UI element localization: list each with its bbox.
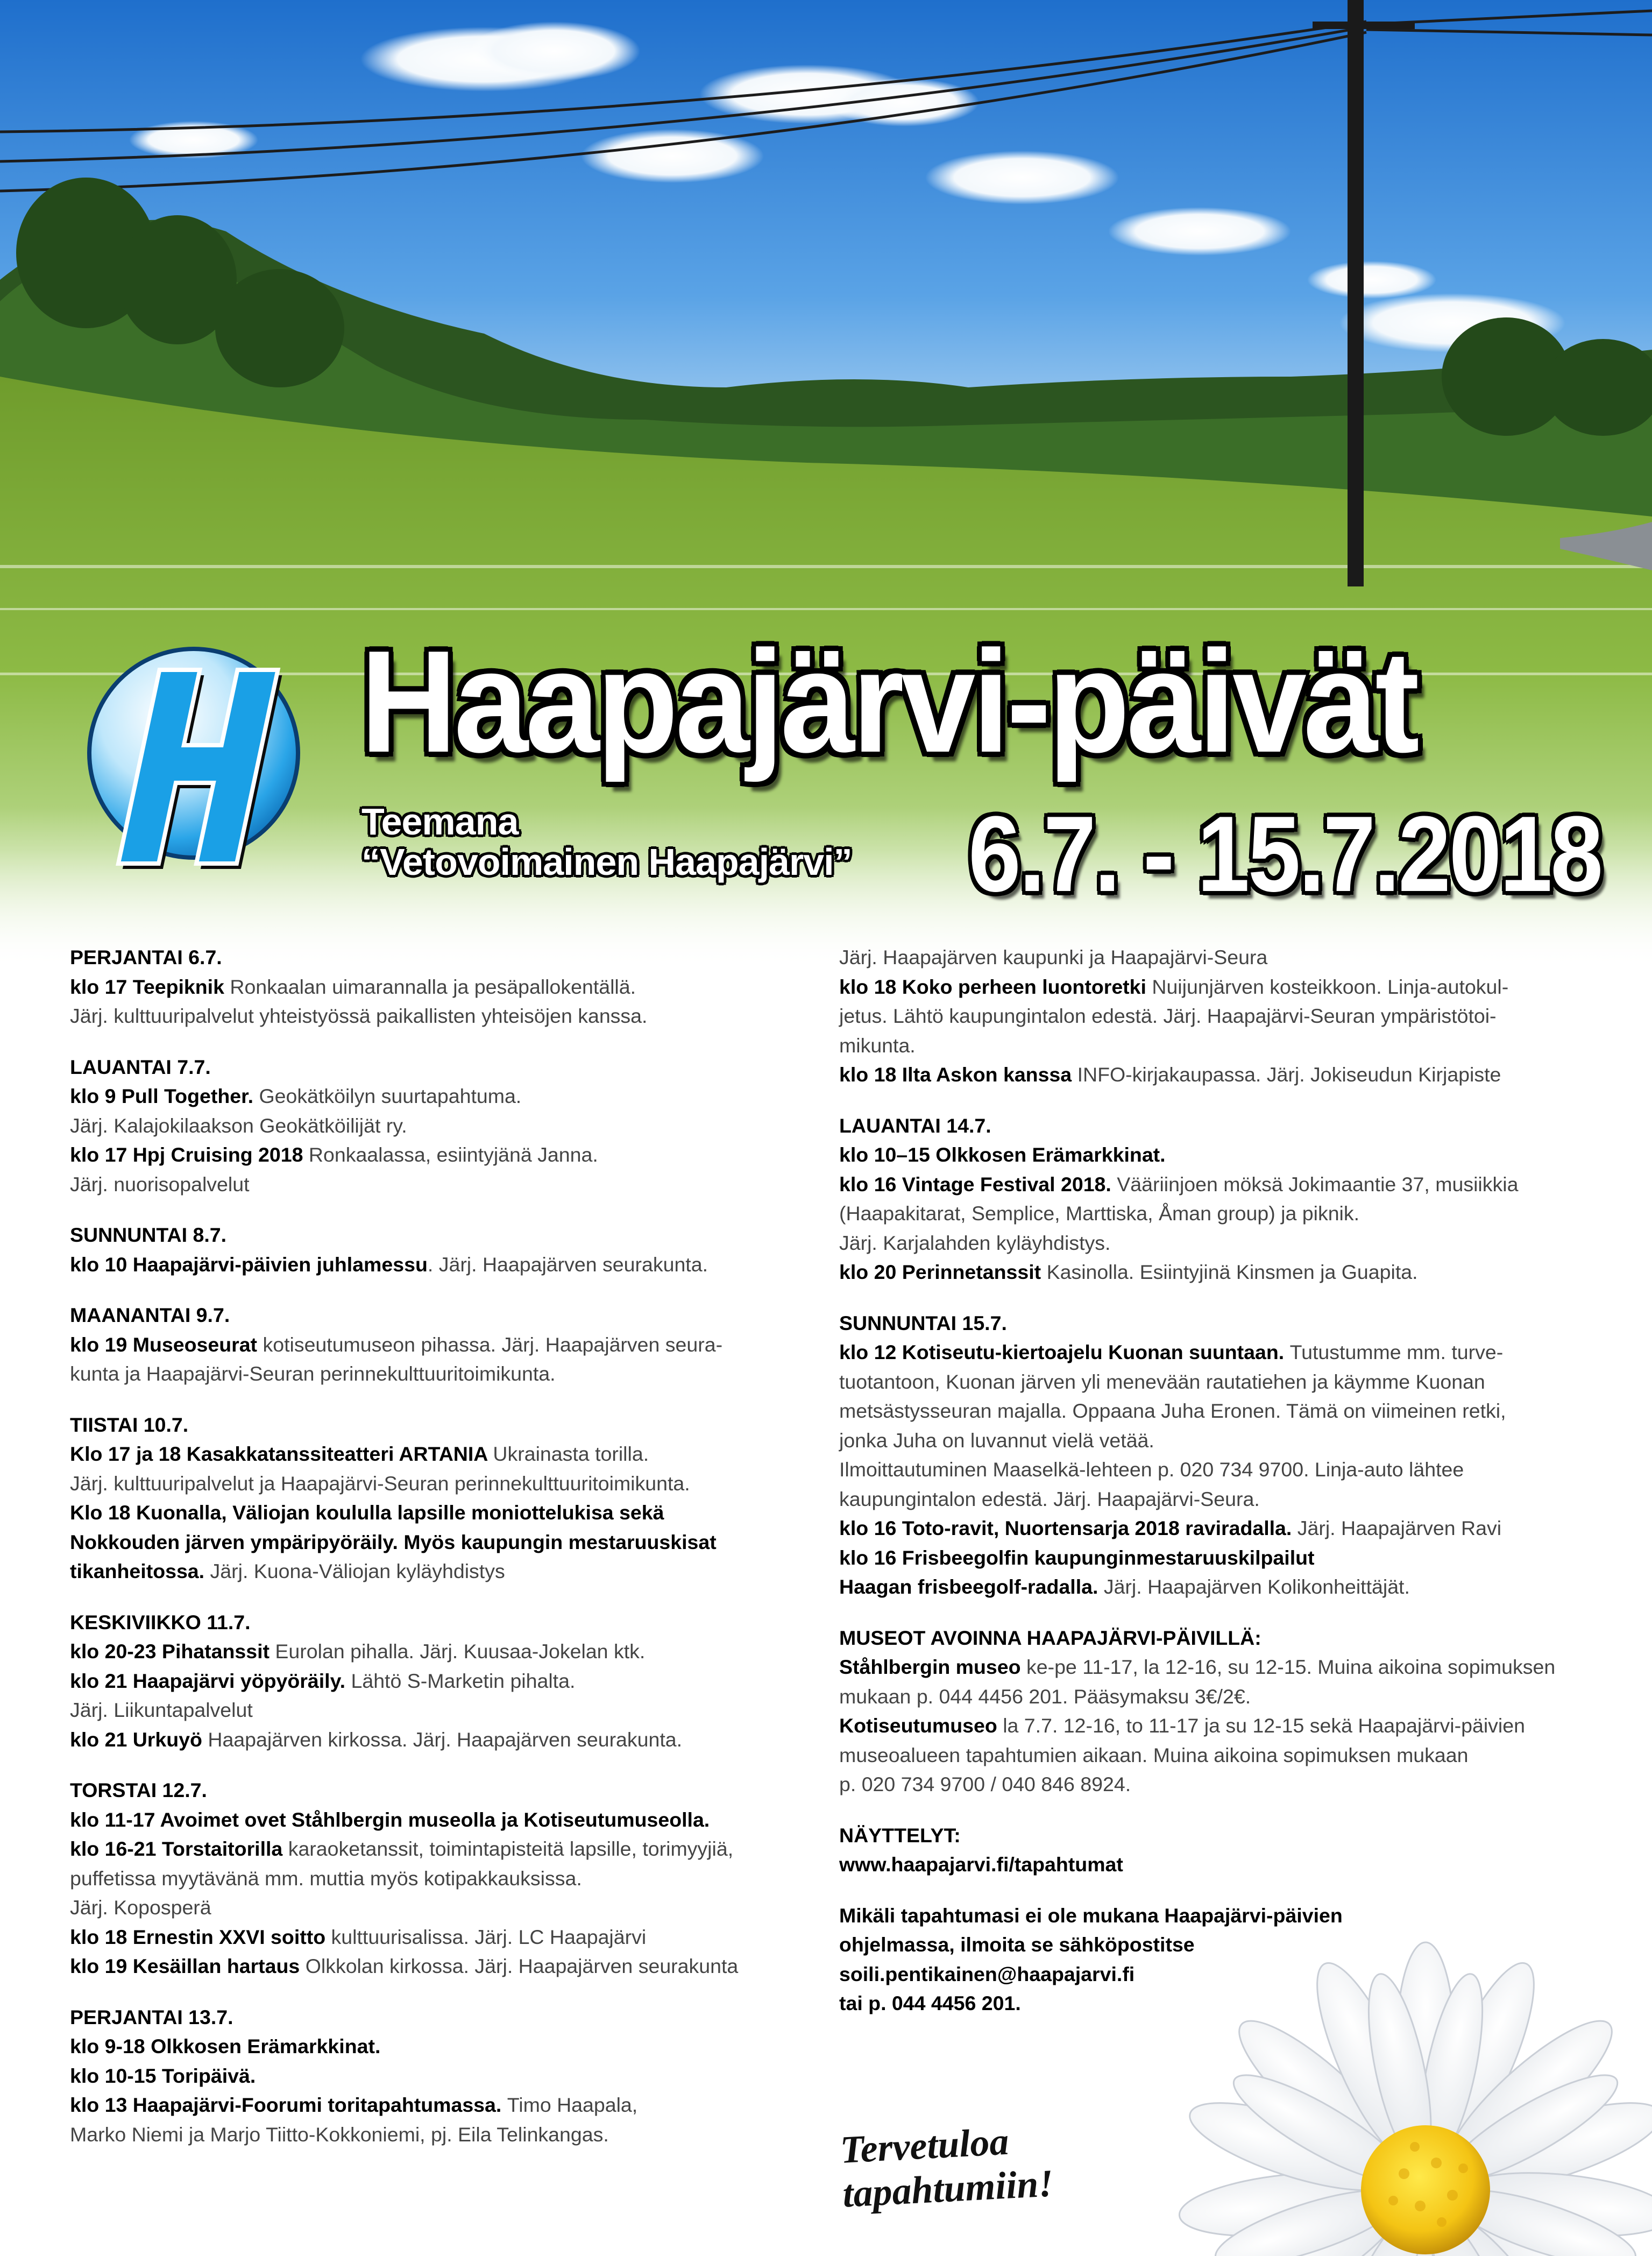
programme-line xyxy=(839,1652,1592,1682)
daisy-flower-image xyxy=(1124,1921,1652,2256)
programme-line xyxy=(70,1805,823,1835)
programme-line xyxy=(839,1514,1592,1543)
page-title: Haapajärvi-päivät xyxy=(360,621,1417,783)
day-heading: PERJANTAI 6.7. xyxy=(70,946,222,968)
theme-name: “Vetovoimainen Haapajärvi” xyxy=(361,841,852,883)
event-detail: Järj. Haapajärven Kolikonheittäjät. xyxy=(1103,1575,1410,1598)
event-detail: Kasinolla. Esiintyjinä Kinsmen ja Guapita. xyxy=(1046,1261,1418,1283)
event-detail: Marko Niemi ja Marjo Tiitto-Kokkoniemi, pj. Eila Telinkangas. xyxy=(70,2123,609,2146)
event-detail: la 7.7. 12-16, to 11-17 ja su 12-15 sekä Haapajärvi-päivien xyxy=(1003,1714,1525,1737)
event-detail: Järj. kulttuuripalvelut ja Haapajärvi-Seuran perinnekulttuuritoimikunta. xyxy=(70,1472,690,1495)
event-detail: Nuijunjärven kosteikkoon. Linja-autokul- xyxy=(1152,975,1509,998)
event-detail: kotiseutumuseon pihassa. Järj. Haapajärven seura- xyxy=(263,1333,723,1356)
programme-line xyxy=(70,1001,823,1031)
programme-section xyxy=(839,943,1592,1090)
programme-line xyxy=(839,1455,1592,1484)
programme-line xyxy=(70,1359,823,1389)
event-title: tai p. 044 4456 201. xyxy=(839,1992,1021,2014)
programme-section xyxy=(70,1776,823,1981)
programme-section xyxy=(70,1220,823,1279)
programme-line xyxy=(70,1725,823,1755)
programme-section xyxy=(70,1300,823,1389)
event-title: www.haapajarvi.fi/tapahtumat xyxy=(839,1853,1123,1876)
programme-line xyxy=(839,1060,1592,1090)
programme-line xyxy=(70,1637,823,1666)
programme-line xyxy=(839,1367,1592,1397)
programme-line xyxy=(839,972,1592,1002)
event-detail: kaupungintalon edestä. Järj. Haapajärvi-Seura. xyxy=(839,1487,1260,1510)
event-detail: Järj. Karjalahden kyläyhdistys. xyxy=(839,1231,1111,1254)
event-detail: Järj. Haapajärven Ravi xyxy=(1297,1517,1502,1539)
theme-label: Teemana xyxy=(361,801,519,843)
programme-line xyxy=(839,1770,1592,1799)
programme-line xyxy=(839,1484,1592,1514)
programme-line xyxy=(70,1081,823,1111)
programme-line xyxy=(70,1557,823,1586)
programme-section xyxy=(70,943,823,1031)
event-detail: mikunta. xyxy=(839,1034,916,1057)
event-title: klo 18 Ilta Askon kanssa xyxy=(839,1063,1077,1086)
day-heading: PERJANTAI 13.7. xyxy=(70,2005,233,2028)
event-detail: p. 020 734 9700 / 040 846 8924. xyxy=(839,1773,1131,1795)
programme-line xyxy=(70,2090,823,2120)
event-title: klo 21 Haapajärvi yöpyöräily. xyxy=(70,1669,351,1692)
event-title: klo 20-23 Pihatanssit xyxy=(70,1640,275,1663)
event-title: soili.pentikainen@haapajarvi.fi xyxy=(839,1962,1135,1985)
programme-line xyxy=(70,1439,823,1469)
haapajarvi-logo xyxy=(83,638,315,880)
event-title: klo 16-21 Torstaitorilla xyxy=(70,1837,288,1860)
day-heading: MAANANTAI 9.7. xyxy=(70,1304,230,1326)
welcome-line-1: Tervetuloa xyxy=(839,2119,1010,2172)
programme-section xyxy=(70,2003,823,2149)
event-detail: tuotantoon, Kuonan järven yli menevään rautatiehen ja käymme Kuonan xyxy=(839,1370,1485,1393)
event-title: Klo 17 ja 18 Kasakkatanssiteatteri ARTANIA xyxy=(70,1442,493,1465)
programme-line xyxy=(839,1741,1592,1770)
event-title: Klo 18 Kuonalla, Väliojan koululla lapsille moniottelukisa sekä xyxy=(70,1501,664,1524)
event-detail: karaoketanssit, toimintapisteitä lapsille, torimyyjiä, xyxy=(288,1837,734,1860)
event-title: klo 21 Urkuyö xyxy=(70,1728,208,1751)
day-heading: TIISTAI 10.7. xyxy=(70,1413,189,1436)
event-detail: kulttuurisalissa. Järj. LC Haapajärvi xyxy=(331,1925,647,1948)
event-detail: metsästysseuran majalla. Oppaana Juha Eronen. Tämä on viimeinen retki, xyxy=(839,1399,1506,1422)
event-detail: jetus. Lähtö kaupungintalon edestä. Järj. Haapajärvi-Seuran ympäristötoi- xyxy=(839,1005,1497,1027)
event-detail: Haapajärven kirkossa. Järj. Haapajärven seurakunta. xyxy=(208,1728,683,1751)
programme-line xyxy=(70,1951,823,1981)
welcome-line-2: tapahtumiin! xyxy=(841,2161,1055,2216)
event-detail: . Järj. Haapajärven seurakunta. xyxy=(427,1253,708,1276)
event-title: Kotiseutumuseo xyxy=(839,1714,1003,1737)
event-detail: Timo Haapala, xyxy=(507,2094,638,2116)
event-title: klo 19 Museoseurat xyxy=(70,1333,263,1356)
event-detail: Eurolan pihalla. Järj. Kuusaa-Jokelan ktk. xyxy=(275,1640,646,1663)
event-detail: Ukrainasta torilla. xyxy=(493,1442,649,1465)
event-title: Nokkouden järven ympäripyöräily. Myös kaupungin mestaruuskisat xyxy=(70,1530,717,1553)
programme-line xyxy=(839,1850,1592,1879)
programme-line xyxy=(70,1666,823,1696)
programme-line xyxy=(70,1527,823,1557)
programme-line xyxy=(839,943,1592,972)
programme-line xyxy=(70,1330,823,1360)
programme-line xyxy=(839,1338,1592,1367)
event-detail: INFO-kirjakaupassa. Järj. Jokiseudun Kirjapiste xyxy=(1077,1063,1501,1086)
event-detail: ke-pe 11-17, la 12-16, su 12-15. Muina aikoina sopimuksen xyxy=(1026,1656,1556,1678)
programme-line xyxy=(839,1140,1592,1170)
programme-line xyxy=(839,1711,1592,1741)
day-heading: TORSTAI 12.7. xyxy=(70,1779,207,1801)
event-title: klo 9 Pull Together. xyxy=(70,1085,259,1107)
event-title: klo 17 Hpj Cruising 2018 xyxy=(70,1143,309,1166)
programme-line xyxy=(70,1140,823,1170)
event-title: tikanheitossa. xyxy=(70,1560,210,1582)
programme-left-column xyxy=(70,943,823,2149)
event-detail: mukaan p. 044 4456 201. Pääsymaksu 3€/2€. xyxy=(839,1685,1251,1708)
programme-line xyxy=(839,1199,1592,1228)
programme-section xyxy=(70,1608,823,1755)
programme-section xyxy=(839,1111,1592,1287)
event-detail: Järj. Haapajärven kaupunki ja Haapajärvi-Seura xyxy=(839,946,1268,968)
programme-line xyxy=(839,1031,1592,1060)
event-detail: jonka Juha on luvannut vielä vetää. xyxy=(839,1428,1154,1452)
programme-line xyxy=(70,1893,823,1922)
event-title: klo 16 Frisbeegolfin kaupunginmestaruuskilpailut xyxy=(839,1546,1315,1569)
event-title: klo 20 Perinnetanssit xyxy=(839,1261,1047,1283)
event-detail: Olkkolan kirkossa. Järj. Haapajärven seurakunta xyxy=(305,1955,739,1977)
event-detail: kunta ja Haapajärvi-Seuran perinnekulttuuritoimikunta. xyxy=(70,1362,556,1385)
programme-line xyxy=(839,1543,1592,1573)
programme-section xyxy=(839,1309,1592,1602)
programme-line xyxy=(70,1498,823,1527)
programme-line xyxy=(839,1170,1592,1199)
event-title: klo 13 Haapajärvi-Foorumi toritapahtumassa. xyxy=(70,2094,507,2116)
programme-line xyxy=(70,1695,823,1725)
event-detail: Ronkaalassa, esiintyjänä Janna. xyxy=(308,1143,598,1166)
programme-line xyxy=(70,1111,823,1141)
event-title: klo 10-15 Toripäivä. xyxy=(70,2064,256,2087)
day-heading: LAUANTAI 14.7. xyxy=(839,1114,991,1137)
programme-line xyxy=(70,1864,823,1893)
programme-line xyxy=(70,2032,823,2061)
programme-line xyxy=(839,1396,1592,1426)
event-title: klo 19 Kesäillan hartaus xyxy=(70,1955,306,1977)
event-detail: Ilmoittautuminen Maaselkä-lehteen p. 020 734 9700. Linja-auto lähtee xyxy=(839,1458,1464,1481)
programme-line xyxy=(70,1922,823,1952)
event-title: klo 16 Toto-ravit, Nuortensarja 2018 raviradalla. xyxy=(839,1517,1298,1539)
event-detail: Järj. kulttuuripalvelut yhteistyössä paikallisten yhteisöjen kanssa. xyxy=(70,1005,648,1027)
day-heading: LAUANTAI 7.7. xyxy=(70,1055,211,1078)
event-title: klo 16 Vintage Festival 2018. xyxy=(839,1172,1117,1196)
event-detail: Vääriinjoen möksä Jokimaantie 37, musiikkia xyxy=(1117,1172,1519,1196)
event-title: klo 10 Haapajärvi-päivien juhlamessu xyxy=(70,1253,428,1276)
event-detail: Järj. Koposperä xyxy=(70,1896,211,1919)
day-heading: KESKIVIIKKO 11.7. xyxy=(70,1610,251,1633)
event-detail: museoalueen tapahtumien aikaan. Muina aikoina sopimuksen mukaan xyxy=(839,1743,1469,1766)
welcome-message xyxy=(839,2117,1054,2216)
event-detail: Geokätköilyn suurtapahtuma. xyxy=(259,1085,522,1107)
event-title: klo 10–15 Olkkosen Erämarkkinat. xyxy=(839,1143,1166,1166)
day-heading: NÄYTTELYT: xyxy=(839,1823,961,1847)
event-detail: Tutustumme mm. turve- xyxy=(1289,1341,1504,1363)
programme-line xyxy=(70,1834,823,1864)
programme-section xyxy=(70,1052,823,1199)
programme-line xyxy=(70,1469,823,1498)
event-title: klo 17 Teepiknik xyxy=(70,975,230,998)
event-detail: Ronkaalan uimarannalla ja pesäpallokentällä. xyxy=(230,975,636,998)
programme-line xyxy=(839,1001,1592,1031)
event-detail: (Haapakitarat, Semplice, Marttiska, Åman group) ja piknik. xyxy=(839,1202,1360,1225)
programme-line xyxy=(839,1682,1592,1712)
event-detail: puffetissa myytävänä mm. muttia myös kotipakkauksissa. xyxy=(70,1866,582,1890)
programme-line xyxy=(839,1426,1592,1455)
event-dates: 6.7. - 15.7.2018 xyxy=(968,794,1601,914)
event-title: Ståhlbergin museo xyxy=(839,1656,1026,1678)
event-title: Mikäli tapahtumasi ei ole mukana Haapajärvi-päivien xyxy=(839,1904,1343,1927)
programme-line xyxy=(839,1572,1592,1602)
day-heading: SUNNUNTAI 15.7. xyxy=(839,1311,1007,1334)
event-title: klo 18 Koko perheen luontoretki xyxy=(839,975,1152,998)
event-detail: Järj. Kuona-Väliojan kyläyhdistys xyxy=(210,1560,505,1582)
event-title: klo 11-17 Avoimet ovet Ståhlbergin museolla ja Kotiseutumuseolla. xyxy=(70,1808,710,1831)
event-detail: Järj. Kalajokilaakson Geokätköilijät ry. xyxy=(70,1114,407,1137)
event-title: Haagan frisbeegolf-radalla. xyxy=(839,1575,1104,1598)
day-heading: MUSEOT AVOINNA HAAPAJÄRVI-PÄIVILLÄ: xyxy=(839,1626,1261,1649)
event-detail: Järj. nuorisopalvelut xyxy=(70,1172,250,1196)
event-title: ohjelmassa, ilmoita se sähköpostitse xyxy=(839,1933,1195,1956)
programme-section xyxy=(839,1623,1592,1799)
programme-line xyxy=(70,2061,823,2091)
programme-line xyxy=(70,1250,823,1279)
programme-line xyxy=(839,1228,1592,1258)
event-title: klo 12 Kotiseutu-kiertoajelu Kuonan suuntaan. xyxy=(839,1341,1290,1363)
programme-right-column xyxy=(839,943,1592,2018)
event-detail: Lähtö S-Marketin pihalta. xyxy=(351,1669,576,1692)
programme-line xyxy=(70,2120,823,2149)
programme-line xyxy=(70,1170,823,1199)
programme-line xyxy=(839,1257,1592,1287)
event-detail: Järj. Liikuntapalvelut xyxy=(70,1699,253,1721)
programme-line xyxy=(70,972,823,1002)
day-heading: SUNNUNTAI 8.7. xyxy=(70,1224,227,1246)
event-title: klo 9-18 Olkkosen Erämarkkinat. xyxy=(70,2035,381,2057)
programme-section xyxy=(70,1410,823,1586)
programme-section xyxy=(839,1821,1592,1879)
event-title: klo 18 Ernestin XXVI soitto xyxy=(70,1925,331,1948)
